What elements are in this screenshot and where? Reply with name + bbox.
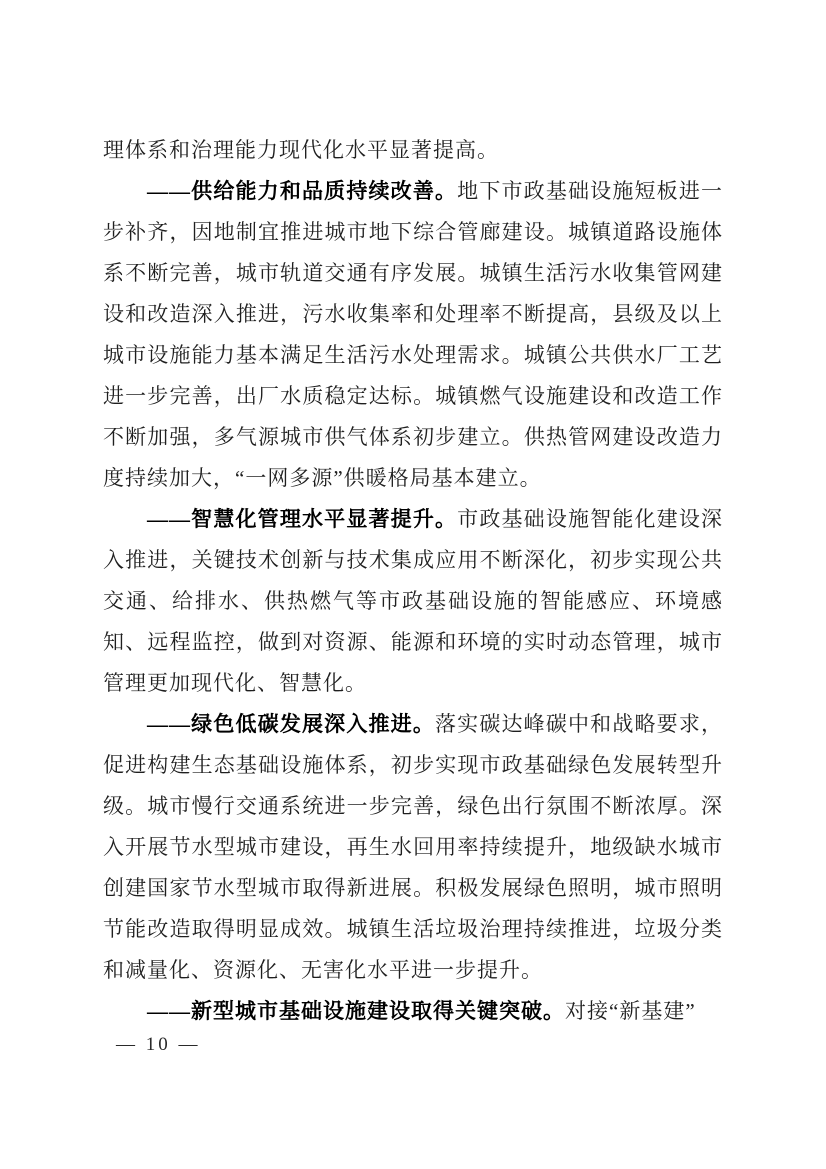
paragraph-lead: ——新型城市基础设施建设取得关键突破。 [147, 999, 565, 1023]
paragraph-text: 地下市政基础设施短板进一步补齐，因地制宜推进城市地下综合管廊建设。城镇道路设施体系不断完善，城市轨道交通有序发展。城镇生活污水收集管网建设和改造深入推进，污水收集率和处理率不断提高，县级及以上城市设施能力基本满足生活污水处理需求。城镇公共供水厂工艺进一步完善，出厂水质稳定达标。城镇燃气设施建设和改造工作不断加强，多气源城市供气体系初步建立。供热管网建设改造力度持续加大，“一网多源”供暖格局基本建立。 [103, 179, 724, 490]
paragraph-text: 理体系和治理能力现代化水平显著提高。 [103, 138, 499, 162]
paragraph [103, 991, 723, 1032]
paragraph [103, 704, 723, 991]
paragraph-text: 落实碳达峰碳中和战略要求，促进构建生态基础设施体系，初步实现市政基础绿色发展转型升级。城市慢行交通系统进一步完善，绿色出行氛围不断浓厚。深入开展节水型城市建设，再生水回用率持续提升，地级缺水城市创建国家节水型城市取得新进展。积极发展绿色照明，城市照明节能改造取得明显成效。城镇生活垃圾治理持续推进，垃圾分类和减量化、资源化、无害化水平进一步提升。 [103, 712, 723, 982]
paragraph-lead: ——绿色低碳发展深入推进。 [147, 712, 435, 736]
paragraph-lead: ——供给能力和品质持续改善。 [147, 179, 458, 203]
paragraph-lead: ——智慧化管理水平显著提升。 [147, 507, 458, 531]
paragraph [103, 499, 723, 704]
paragraph [103, 130, 723, 171]
paragraph-text: 市政基础设施智能化建设深入推进，关键技术创新与技术集成应用不断深化，初步实现公共交通、给排水、供热燃气等市政基础设施的智能感应、环境感知、远程监控，做到对资源、能源和环境的实时动态管理，城市管理更加现代化、智慧化。 [103, 507, 724, 695]
text-body [103, 130, 723, 1032]
paragraph-text: 对接“新基建” [565, 999, 696, 1023]
page-footer [116, 1030, 201, 1060]
page-number: — 10 — [116, 1034, 201, 1055]
paragraph [103, 171, 723, 499]
